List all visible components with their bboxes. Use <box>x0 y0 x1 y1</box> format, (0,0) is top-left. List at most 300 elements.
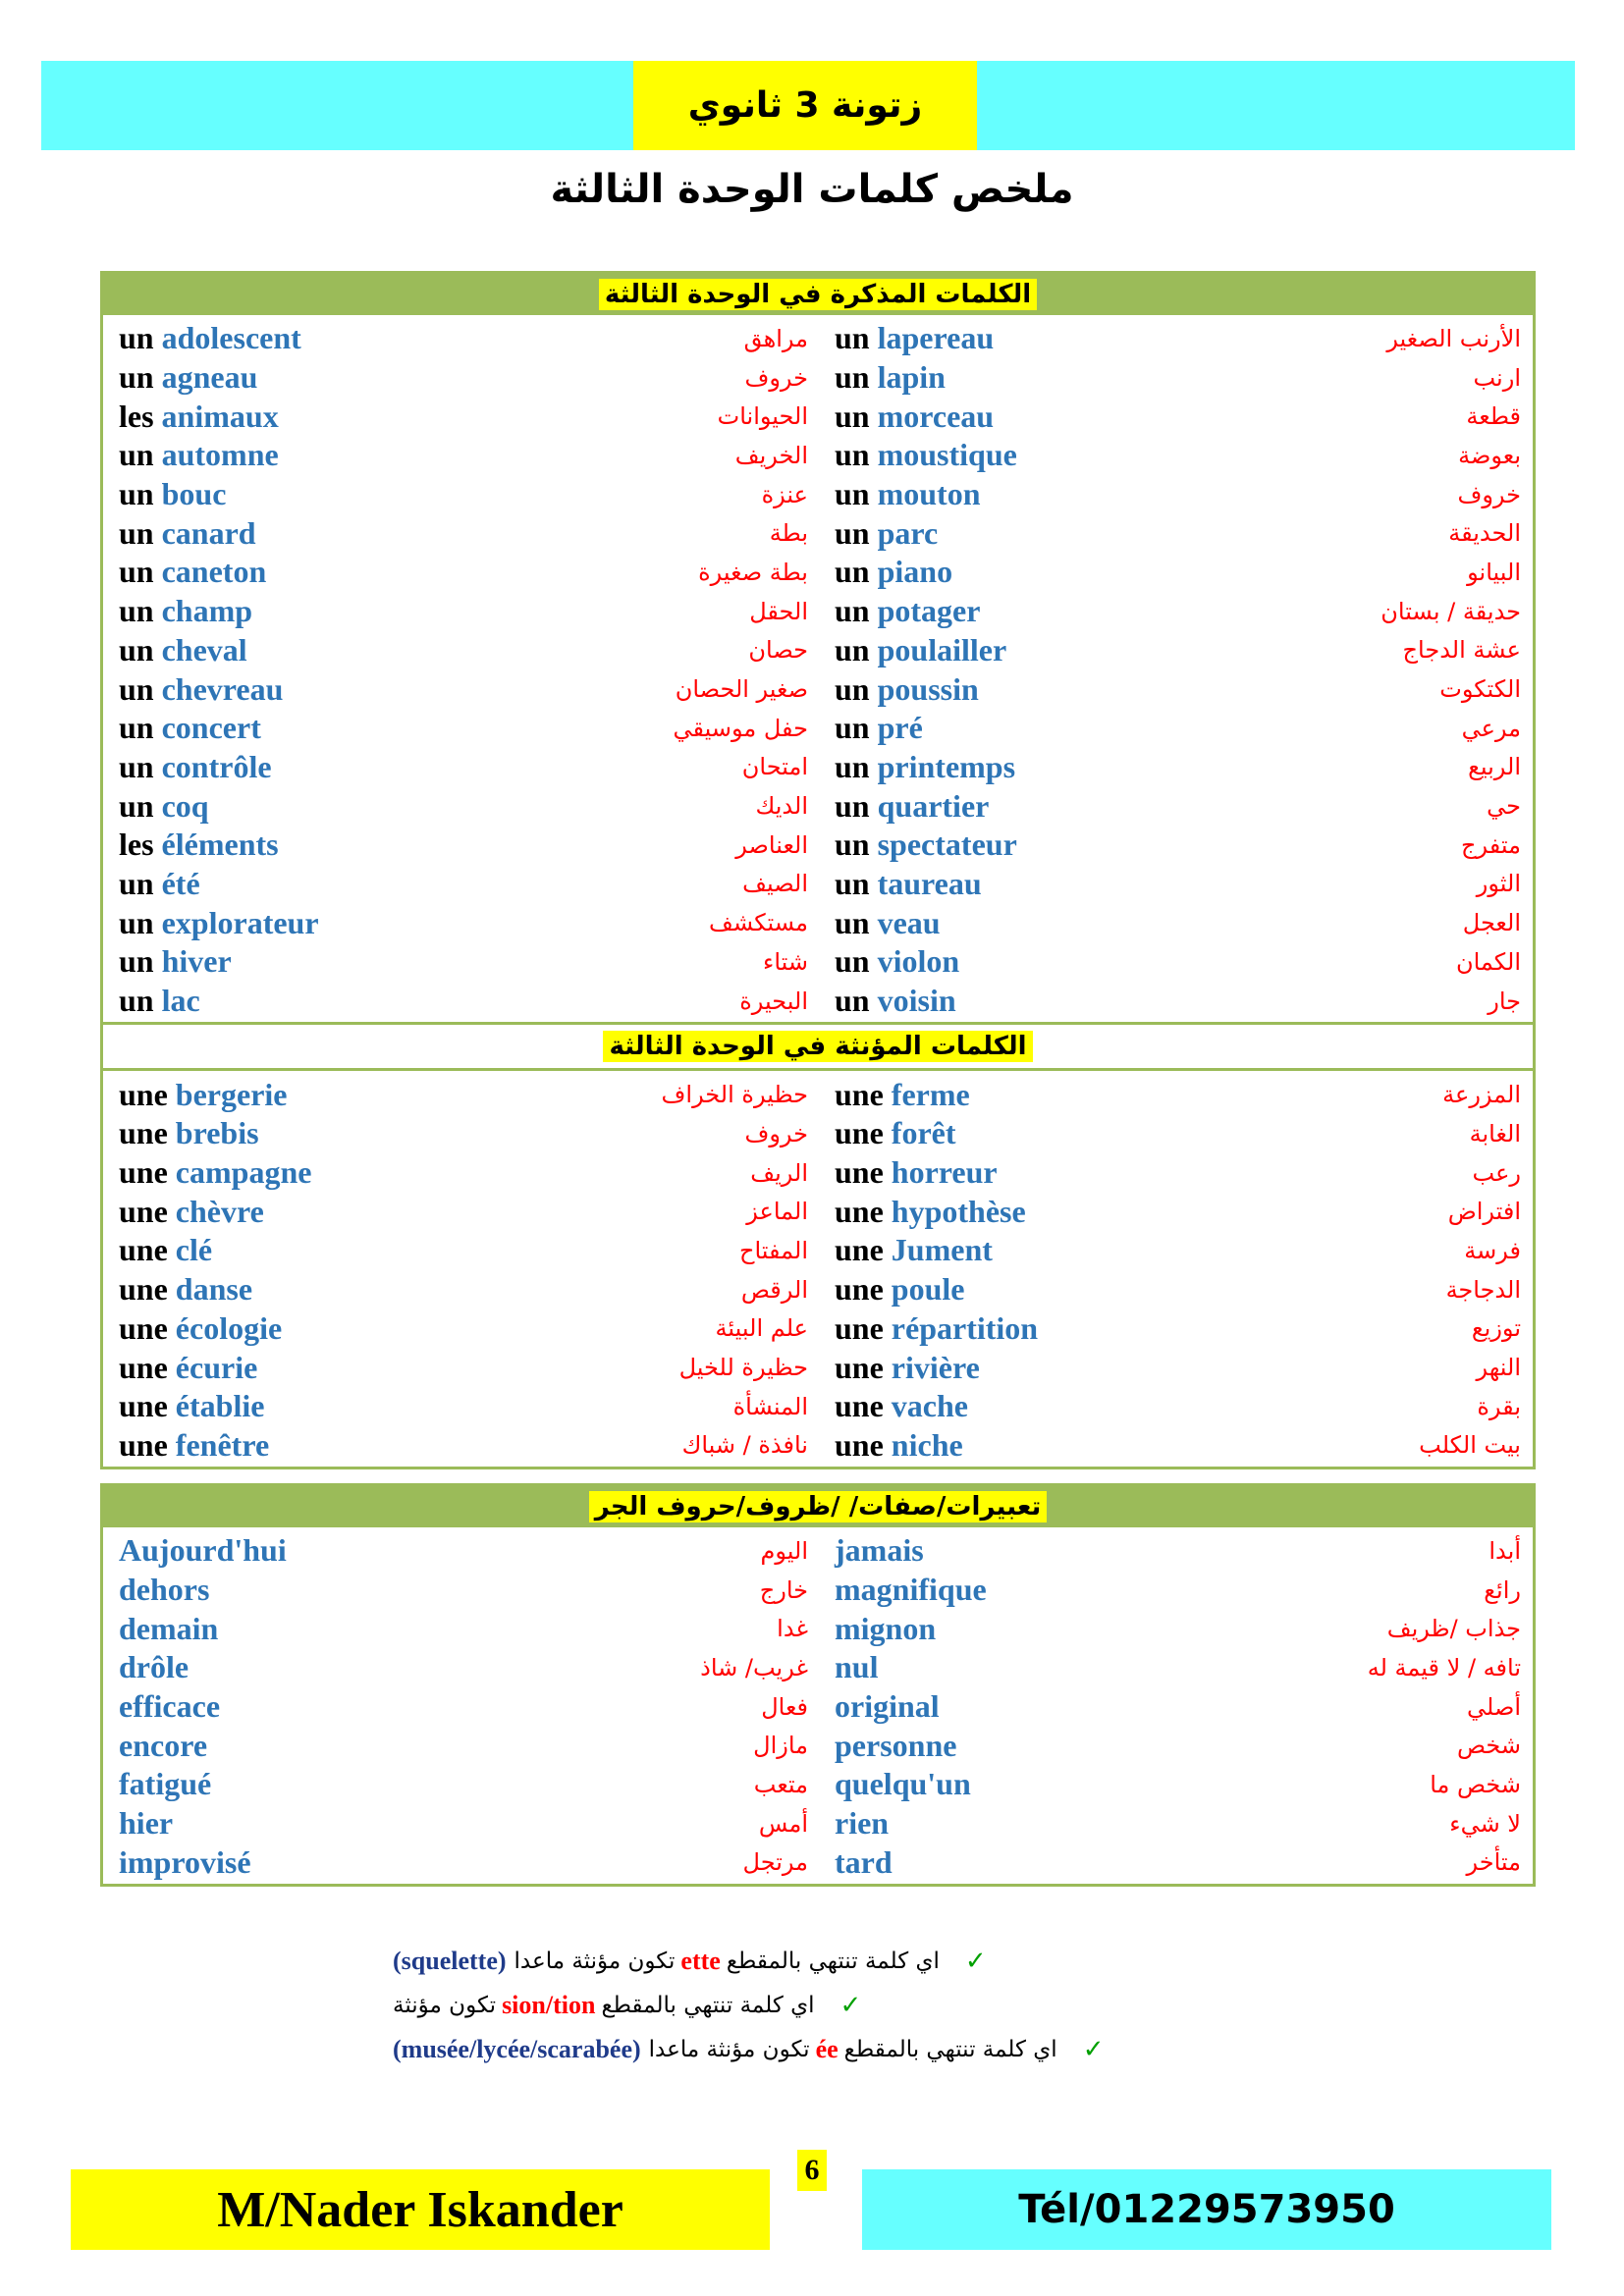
note-rule: تكون مؤنثة <box>393 1992 497 2018</box>
arabic-translation: المفتاح <box>738 1236 808 1264</box>
arabic-translation: بطة <box>769 519 808 548</box>
french-word: mouton <box>877 476 981 512</box>
french-word: poule <box>891 1271 965 1308</box>
article: une <box>119 1309 168 1346</box>
grammar-note <box>393 1983 1247 2027</box>
article: une <box>119 1388 168 1424</box>
french-word: efficace <box>119 1688 221 1725</box>
french-term <box>119 1427 269 1464</box>
arabic-translation: بعوضة <box>1458 441 1521 469</box>
arabic-translation: علم البيئة <box>715 1314 808 1343</box>
article: un <box>835 631 870 667</box>
arabic-translation: غريب/ شاذ <box>700 1653 808 1682</box>
french-word: quartier <box>877 787 990 824</box>
arabic-translation: متعب <box>753 1770 808 1798</box>
article: une <box>835 1076 884 1112</box>
article: une <box>835 1426 884 1463</box>
french-term <box>835 1310 1038 1347</box>
french-word: encore <box>119 1727 208 1763</box>
french-term <box>119 399 279 435</box>
french-term <box>835 359 946 396</box>
vocab-row <box>103 592 1533 631</box>
french-term <box>119 1310 282 1347</box>
french-term <box>835 905 941 941</box>
french-word: tard <box>835 1843 893 1880</box>
arabic-translation: مازال <box>753 1732 808 1760</box>
french-term <box>119 320 301 356</box>
arabic-translation: الحديقة <box>1448 519 1521 548</box>
level-badge: زتونة 3 ثانوي <box>633 61 977 150</box>
article: un <box>835 943 870 980</box>
french-word: piano <box>877 554 953 590</box>
french-word: éléments <box>161 827 279 863</box>
french-word: rivière <box>891 1349 980 1385</box>
vocab-row <box>103 748 1533 787</box>
french-term <box>835 827 1017 863</box>
vocab-row <box>103 1843 1533 1883</box>
french-term <box>119 593 252 629</box>
note-suffix: ette <box>680 1946 721 1975</box>
french-term <box>119 1077 288 1113</box>
article: une <box>835 1349 884 1385</box>
french-word: poussin <box>877 670 979 707</box>
arabic-translation: بقرة <box>1477 1392 1521 1420</box>
french-word: hier <box>119 1805 174 1842</box>
french-word: agneau <box>161 359 258 396</box>
french-word: improvisé <box>119 1843 251 1880</box>
article: un <box>835 904 870 940</box>
checkmark-icon: ✓ <box>1082 2034 1105 2064</box>
article: les <box>119 827 154 863</box>
article: un <box>835 398 870 434</box>
arabic-translation: عشة الدجاج <box>1402 636 1521 665</box>
article: une <box>119 1349 168 1385</box>
arabic-translation: الدجاجة <box>1445 1275 1521 1304</box>
author-name: M/Nader Iskander <box>71 2169 770 2250</box>
article: une <box>835 1154 884 1191</box>
vocab-row <box>103 1348 1533 1387</box>
vocab-row <box>103 1231 1533 1270</box>
french-term <box>835 1388 968 1424</box>
vocab-row <box>103 1687 1533 1727</box>
arabic-translation: المنشأة <box>732 1392 808 1420</box>
french-term <box>119 1728 207 1764</box>
french-term <box>119 359 257 396</box>
arabic-translation: الحقل <box>749 597 808 625</box>
feminine-word-list <box>103 1071 1533 1467</box>
vocab-row <box>103 513 1533 553</box>
vocab-row <box>103 1192 1533 1231</box>
french-word: printemps <box>877 748 1016 784</box>
arabic-translation: خارج <box>759 1575 808 1604</box>
french-word: morceau <box>877 398 995 434</box>
checkmark-icon: ✓ <box>964 1946 987 1976</box>
vocab-row <box>103 475 1533 514</box>
arabic-translation: حي <box>1487 792 1521 821</box>
article: un <box>119 593 154 629</box>
arabic-translation: بطة صغيرة <box>698 558 808 586</box>
arabic-translation: مراهق <box>743 324 808 352</box>
arabic-translation: تافه / لا قيمة له <box>1367 1653 1521 1682</box>
french-term <box>119 1611 218 1647</box>
article: un <box>835 670 870 707</box>
french-word: fatigué <box>119 1766 212 1802</box>
french-term <box>119 1766 211 1802</box>
french-term <box>835 1688 940 1725</box>
french-word: été <box>161 865 200 901</box>
french-word: horreur <box>891 1154 998 1191</box>
article: un <box>119 983 154 1019</box>
french-term <box>835 1271 964 1308</box>
article: un <box>119 359 154 396</box>
french-word: canard <box>161 514 256 551</box>
arabic-translation: ارنب <box>1473 363 1521 392</box>
note-text: اي كلمة تنتهي بالمقطع <box>843 2036 1057 2062</box>
arabic-translation: رعب <box>1472 1158 1521 1187</box>
french-term <box>119 1232 212 1268</box>
arabic-translation: فعال <box>761 1692 808 1721</box>
arabic-translation: حظيرة للخيل <box>678 1354 808 1382</box>
vocab-row <box>103 1075 1533 1114</box>
article: une <box>119 1193 168 1229</box>
french-word: chevreau <box>161 670 284 707</box>
french-term <box>835 399 994 435</box>
french-term <box>835 632 1006 668</box>
article: une <box>119 1076 168 1112</box>
french-term <box>119 749 272 785</box>
article: une <box>835 1309 884 1346</box>
arabic-translation: شتاء <box>763 947 808 976</box>
article: une <box>835 1115 884 1151</box>
article: un <box>119 631 154 667</box>
article: une <box>119 1271 168 1308</box>
french-word: cheval <box>161 631 247 667</box>
french-term <box>835 515 938 552</box>
french-word: original <box>835 1688 940 1725</box>
french-word: contrôle <box>161 748 272 784</box>
vocab-row <box>103 1270 1533 1309</box>
french-term <box>835 671 979 708</box>
expressions-section-header <box>103 1486 1533 1527</box>
arabic-translation: أمس <box>758 1809 808 1838</box>
french-term <box>119 554 266 590</box>
french-word: poulailler <box>877 631 1007 667</box>
article: un <box>119 904 154 940</box>
french-word: coq <box>161 787 209 824</box>
french-word: voisin <box>877 983 956 1019</box>
article: un <box>119 710 154 746</box>
arabic-translation: الحيوانات <box>717 402 808 431</box>
article: un <box>835 320 870 356</box>
french-term <box>119 983 200 1019</box>
article: un <box>835 983 870 1019</box>
french-word: écurie <box>175 1349 258 1385</box>
french-word: ferme <box>891 1076 970 1112</box>
grammar-note <box>393 2027 1247 2071</box>
french-word: fenêtre <box>175 1426 270 1463</box>
article: une <box>835 1193 884 1229</box>
french-word: campagne <box>175 1154 312 1191</box>
note-rule: تكون مؤنثة ماعدا <box>514 1948 676 1974</box>
french-term <box>119 905 319 941</box>
french-term <box>119 1194 264 1230</box>
vocab-row <box>103 1309 1533 1349</box>
article: une <box>119 1154 168 1191</box>
vocab-row <box>103 397 1533 436</box>
arabic-translation: حصان <box>748 636 808 665</box>
article: un <box>835 437 870 473</box>
french-term <box>119 1572 209 1608</box>
page-title: ملخص كلمات الوحدة الثالثة <box>550 167 1074 212</box>
article: les <box>119 398 154 434</box>
article: un <box>119 437 154 473</box>
vocabulary-box-expressions <box>100 1483 1536 1887</box>
arabic-translation: بيت الكلب <box>1419 1431 1521 1460</box>
arabic-translation: جذاب /ظريف <box>1386 1615 1521 1643</box>
french-word: violon <box>877 943 960 980</box>
article: un <box>835 827 870 863</box>
vocab-row <box>103 1804 1533 1843</box>
arabic-translation: لا شيء <box>1449 1809 1521 1838</box>
arabic-translation: حديقة / بستان <box>1380 597 1521 625</box>
french-term <box>835 437 1017 473</box>
article: un <box>835 476 870 512</box>
arabic-translation: شخص ما <box>1430 1770 1521 1798</box>
vocab-row <box>103 358 1533 398</box>
arabic-translation: البيانو <box>1467 558 1521 586</box>
arabic-translation: الأرنب الصغير <box>1386 324 1521 352</box>
arabic-translation: أصلي <box>1467 1692 1521 1721</box>
french-word: chèvre <box>175 1193 264 1229</box>
vocab-row <box>103 1609 1533 1648</box>
checkmark-icon: ✓ <box>839 1990 862 2020</box>
page-number: 6 <box>797 2150 827 2191</box>
french-term <box>835 1154 998 1191</box>
grammar-note <box>393 1939 1247 1983</box>
french-term <box>119 788 209 825</box>
french-term <box>119 866 200 902</box>
french-word: magnifique <box>835 1572 987 1608</box>
french-term <box>119 476 226 512</box>
arabic-translation: شخص <box>1456 1732 1521 1760</box>
note-exception: (squelette) <box>393 1946 507 1975</box>
french-term <box>835 1427 963 1464</box>
arabic-translation: الثور <box>1476 870 1521 898</box>
arabic-translation: خروف <box>1457 480 1521 508</box>
french-word: Aujourd'hui <box>119 1532 287 1569</box>
french-word: hypothèse <box>891 1193 1026 1229</box>
arabic-translation: خروف <box>744 1119 808 1148</box>
arabic-translation: الرقص <box>740 1275 808 1304</box>
article: un <box>835 514 870 551</box>
french-term <box>835 1115 956 1151</box>
arabic-translation: متأخر <box>1466 1848 1521 1877</box>
masculine-section-title: الكلمات المذكرة في الوحدة الثالثة <box>599 279 1037 310</box>
french-word: drôle <box>119 1649 189 1685</box>
french-term <box>835 320 994 356</box>
french-term <box>835 1805 889 1842</box>
french-word: explorateur <box>161 904 319 940</box>
french-term <box>119 1649 189 1685</box>
french-term <box>835 788 989 825</box>
french-term <box>119 515 256 552</box>
french-term <box>835 983 956 1019</box>
feminine-section-title: الكلمات المؤنثة في الوحدة الثالثة <box>603 1031 1032 1062</box>
article: un <box>119 787 154 824</box>
french-term <box>835 1532 924 1569</box>
article: une <box>119 1115 168 1151</box>
article: un <box>119 554 154 590</box>
arabic-translation: توزيع <box>1471 1314 1521 1343</box>
vocab-row <box>103 436 1533 475</box>
french-term <box>835 1077 970 1113</box>
french-term <box>119 827 279 863</box>
article: un <box>835 359 870 396</box>
french-word: concert <box>161 710 261 746</box>
french-term <box>835 943 959 980</box>
french-word: clé <box>175 1232 213 1268</box>
french-word: vache <box>891 1388 968 1424</box>
article: une <box>119 1426 168 1463</box>
arabic-translation: الخريف <box>734 441 808 469</box>
arabic-translation: النهر <box>1476 1354 1521 1382</box>
french-term <box>835 1232 993 1268</box>
french-term <box>835 1611 936 1647</box>
french-term <box>119 943 232 980</box>
article: une <box>835 1271 892 1308</box>
vocab-row <box>103 553 1533 592</box>
french-word: danse <box>175 1271 253 1308</box>
arabic-translation: فرسة <box>1464 1236 1521 1264</box>
arabic-translation: الديك <box>755 792 808 821</box>
french-term <box>835 1766 971 1802</box>
french-term <box>119 1154 311 1191</box>
vocab-row <box>103 826 1533 865</box>
arabic-translation: جار <box>1488 987 1521 1015</box>
french-word: quelqu'un <box>835 1766 971 1802</box>
french-term <box>119 1805 173 1842</box>
arabic-translation: عنزة <box>761 480 808 508</box>
article: un <box>119 943 154 980</box>
article: un <box>119 670 154 707</box>
arabic-translation: نافذة / شباك <box>681 1431 808 1460</box>
arabic-translation: اليوم <box>760 1536 808 1565</box>
article: un <box>119 320 154 356</box>
note-rule: تكون مؤنثة ماعدا <box>648 2036 810 2062</box>
arabic-translation: متفرج <box>1461 830 1521 859</box>
french-term <box>119 1688 220 1725</box>
french-word: moustique <box>877 437 1017 473</box>
french-word: niche <box>891 1426 963 1463</box>
vocab-row <box>103 1765 1533 1804</box>
arabic-translation: حظيرة الخراف <box>661 1081 808 1109</box>
french-term <box>835 1572 987 1608</box>
article: un <box>835 787 870 824</box>
french-word: établie <box>175 1388 265 1424</box>
vocab-row <box>103 1648 1533 1687</box>
french-word: potager <box>877 593 981 629</box>
french-term <box>119 671 283 708</box>
masculine-section-header <box>103 274 1533 315</box>
note-exception: (musée/lycée/scarabée) <box>393 2034 641 2063</box>
french-word: caneton <box>161 554 267 590</box>
article: un <box>119 514 154 551</box>
article: une <box>119 1232 168 1268</box>
arabic-translation: رائع <box>1484 1575 1521 1604</box>
phone-number: Tél/01229573950 <box>862 2169 1551 2250</box>
french-word: hiver <box>161 943 232 980</box>
french-word: parc <box>877 514 939 551</box>
arabic-translation: الكمان <box>1455 947 1521 976</box>
french-word: personne <box>835 1727 957 1763</box>
vocab-row <box>103 709 1533 748</box>
vocab-row <box>103 1114 1533 1153</box>
arabic-translation: خروف <box>744 363 808 392</box>
grammar-notes <box>393 1939 1247 2071</box>
french-term <box>835 710 923 746</box>
french-word: dehors <box>119 1572 210 1608</box>
french-term <box>119 710 261 746</box>
french-word: Jument <box>891 1232 993 1268</box>
arabic-translation: حفل موسيقي <box>673 714 808 742</box>
french-word: bouc <box>161 476 227 512</box>
article: un <box>119 865 154 901</box>
french-term <box>835 1649 878 1685</box>
arabic-translation: أبدا <box>1489 1536 1521 1565</box>
vocab-row <box>103 982 1533 1021</box>
article: un <box>835 748 870 784</box>
arabic-translation: البحيرة <box>739 987 808 1015</box>
french-term <box>119 1388 264 1424</box>
french-term <box>835 866 982 902</box>
article: un <box>119 476 154 512</box>
french-term <box>119 1844 251 1881</box>
french-word: spectateur <box>877 827 1017 863</box>
vocab-row <box>103 631 1533 670</box>
vocab-row <box>103 942 1533 982</box>
french-term <box>835 476 981 512</box>
french-word: demain <box>119 1610 219 1646</box>
french-term <box>835 593 980 629</box>
expressions-word-list <box>103 1527 1533 1884</box>
arabic-translation: امتحان <box>741 753 808 781</box>
french-word: jamais <box>835 1532 924 1569</box>
article: une <box>835 1232 892 1268</box>
vocab-row <box>103 1153 1533 1193</box>
vocab-row <box>103 1426 1533 1466</box>
french-word: rien <box>835 1805 890 1842</box>
french-term <box>835 1844 893 1881</box>
french-word: bergerie <box>175 1076 288 1112</box>
french-word: écologie <box>175 1309 283 1346</box>
french-term <box>835 554 952 590</box>
note-suffix: ée <box>815 2034 839 2063</box>
vocab-row <box>103 865 1533 904</box>
arabic-translation: صغير الحصان <box>675 675 808 704</box>
arabic-translation: مرتجل <box>742 1848 808 1877</box>
arabic-translation: العناصر <box>735 830 808 859</box>
vocab-row <box>103 1571 1533 1610</box>
vocabulary-box-gendered <box>100 271 1536 1469</box>
article: une <box>835 1388 884 1424</box>
article: un <box>119 748 154 784</box>
french-term <box>835 1350 980 1386</box>
vocab-row <box>103 786 1533 826</box>
arabic-translation: الريف <box>750 1158 808 1187</box>
arabic-translation: غدا <box>777 1615 808 1643</box>
arabic-translation: الصيف <box>742 870 808 898</box>
french-word: mignon <box>835 1610 937 1646</box>
